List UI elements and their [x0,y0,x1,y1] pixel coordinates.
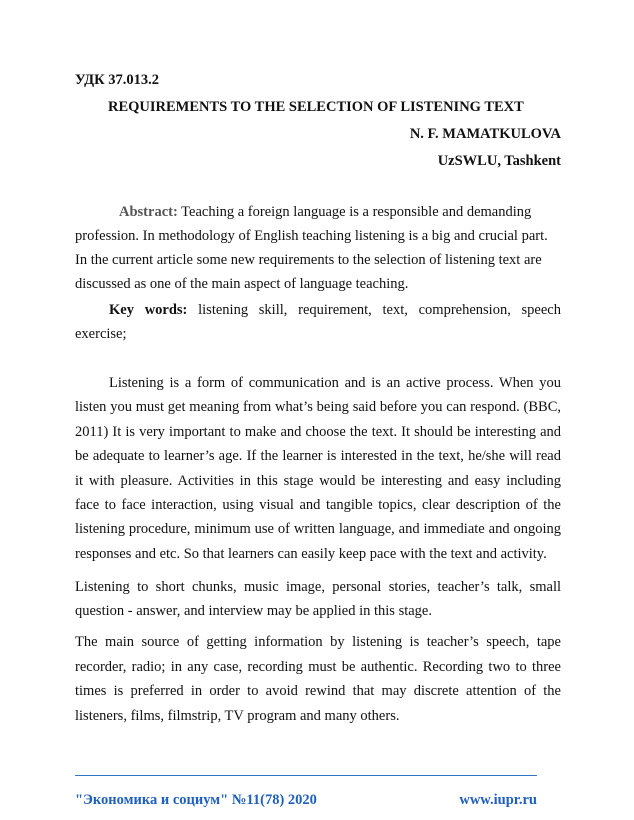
author-name: N. F. MAMATKULOVA [409,126,561,142]
body-paragraph-2: Listening to short chunks, music image, personal stories, teacher’s talk, small question - answer, and interview may be applied in this stage. [75,579,561,619]
abstract-paragraph [75,200,561,296]
author-affiliation: UzSWLU, Tashkent [437,153,561,169]
keywords-label: Key words: [109,302,188,318]
udk-code: УДК 37.013.2 [75,72,160,88]
keywords-text: listening skill, requirement, text, comprehension, speech exercise; [75,302,561,342]
footer-divider [75,775,537,776]
article-title: REQUIREMENTS TO THE SELECTION OF LISTENING TEXT [108,99,524,115]
abstract-label: Abstract: [119,204,178,220]
footer-website[interactable]: www.iupr.ru [459,792,537,808]
abstract-text: Teaching a foreign language is a responsible and demanding profession. In methodology of English teaching listening is a big and crucial part. In the current article some new requirements to the selection of listening text are discussed as one of the main aspect of language teaching. [75,204,548,292]
keywords-paragraph [75,298,561,346]
body-paragraph-1: Listening is a form of communication and is an active process. When you listen you must get meaning from what’s being said before you can respond. (BBC, 2011) It is very important to make and choose the text. It should be interesting and be adequate to learner’s age. If the learner is interested in the text, he/she will read it with pleasure. Activities in this stage would be interesting and easy including face to face interaction, using visual and tangible topics, clear description of the listening procedure, minimum use of written language, and immediate and ongoing responses and etc. So that learners can easily keep pace with the text and activity. [75,375,561,562]
footer-journal: "Экономика и социум" №11(78) 2020 [75,792,317,808]
body-paragraph-3: The main source of getting information by listening is teacher’s speech, tape recorder, radio; in any case, recording must be authentic. Recording two to three times is preferred in order to avoid rewind that may discrete attention of the listeners, films, filmstrip, TV program and many others. [75,634,561,724]
